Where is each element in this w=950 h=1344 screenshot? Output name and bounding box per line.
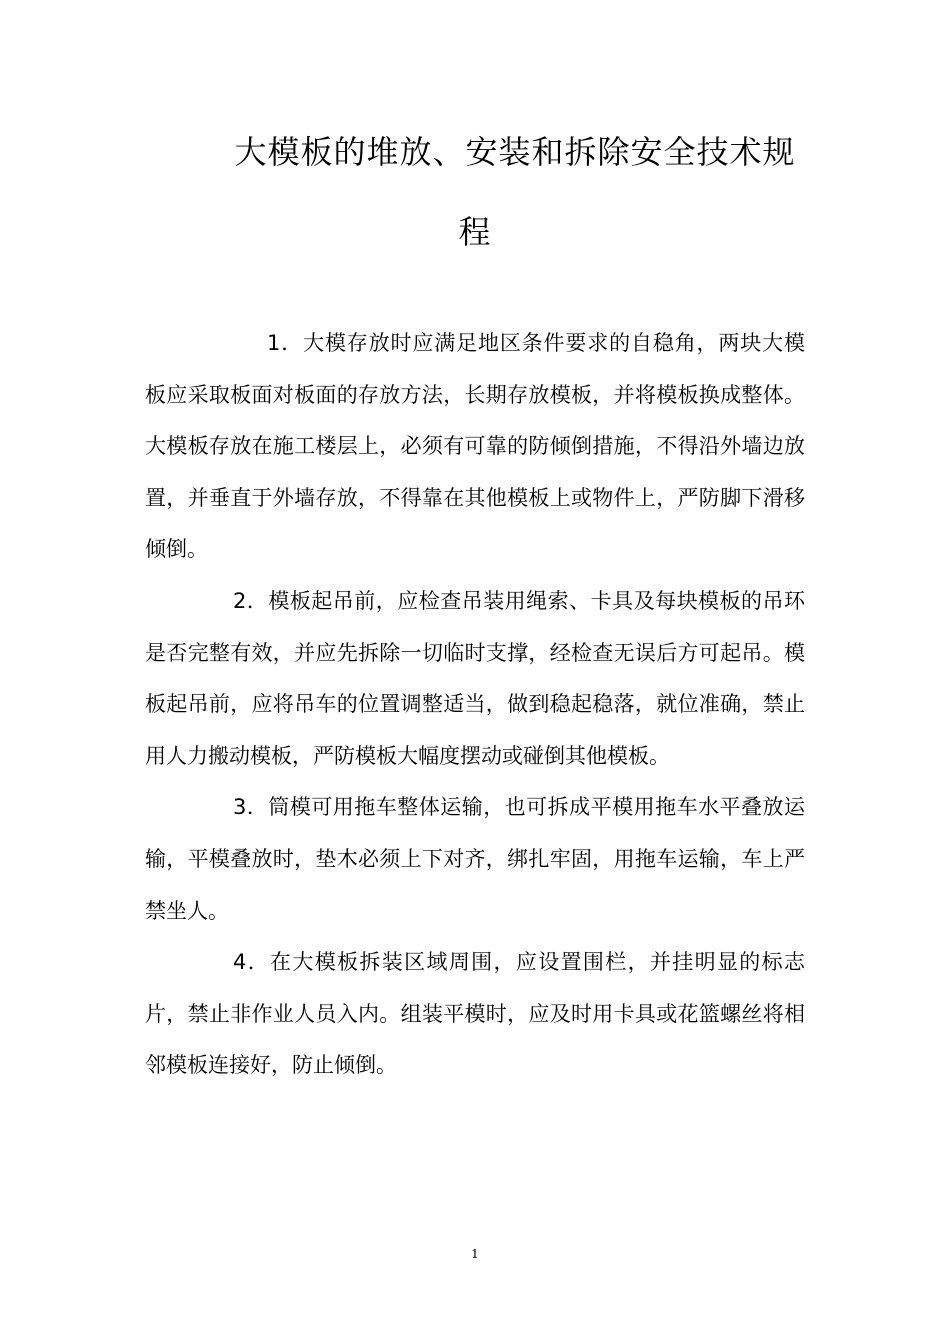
paragraph-3: 3．筒模可用拖车整体运输，也可拆成平模用拖车水平叠放运输，平模叠放时，垫木必须上下对齐，绑扎牢固，用拖车运输，车上严禁坐人。 bbox=[145, 795, 805, 923]
page-number: 1 bbox=[471, 1247, 479, 1261]
paragraph-2: 2．模板起吊前，应检查吊装用绳索、卡具及每块模板的吊环是否完整有效，并应先拆除一切临时支撑，经检查无误后方可起吊。模板起吊前，应将吊车的位置调整适当，做到稳起稳落，就位准确，禁止用人力搬动模板，严防模板大幅度摆动或碰倒其他模板。 bbox=[145, 588, 805, 768]
paragraph-1: 1．大模存放时应满足地区条件要求的自稳角，两块大模板应采取板面对板面的存放方法，长期存放模板，并将模板换成整体。大模板存放在施工楼层上，必须有可靠的防倾倒措施，不得沿外墙边放置，并垂直于外墙存放，不得靠在其他模板上或物件上，严防脚下滑移倾倒。 bbox=[145, 331, 805, 562]
document-body bbox=[145, 318, 805, 1092]
document-title: 大模板的堆放、安装和拆除安全技术规程 bbox=[234, 133, 796, 251]
paragraph-4: 4．在大模板拆装区域周围，应设置围栏，并挂明显的标志片，禁止非作业人员入内。组装平模时，应及时用卡具或花篮螺丝将相邻模板连接好，防止倾倒。 bbox=[145, 950, 805, 1078]
